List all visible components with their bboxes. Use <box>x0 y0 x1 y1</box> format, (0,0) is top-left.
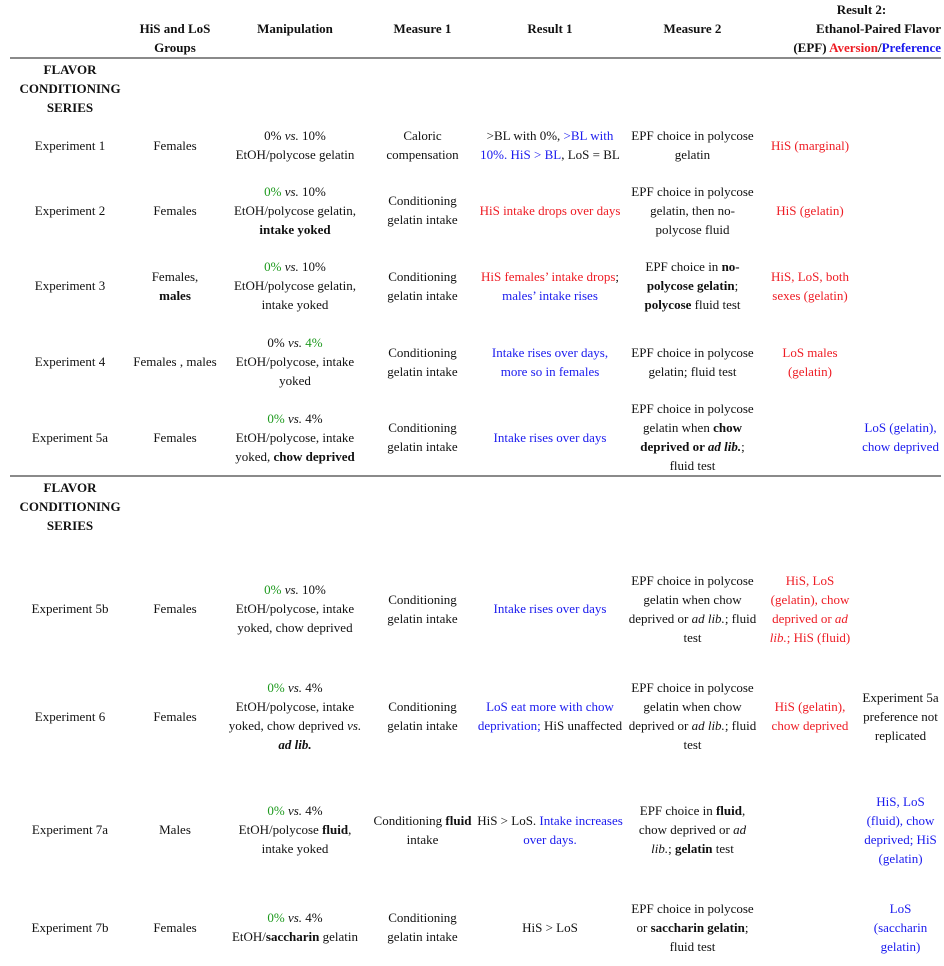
row-result1: HiS females’ intake drops; males’ intake rises <box>480 268 620 303</box>
row-manipulation: 0% vs. 4% EtOH/polycose, intake yoked, chow deprived <box>235 410 355 464</box>
row-measure1: Conditioning gelatin intake <box>387 193 458 227</box>
header-label <box>10 0 130 58</box>
row-manipulation: 0% vs. 4% EtOH/polycose, intake yoked <box>235 335 355 388</box>
row-preference: HiS, LoS (fluid), chow deprived; HiS (gelatin) <box>864 793 937 866</box>
table-row <box>10 556 941 661</box>
row-aversion: HiS (gelatin), chow deprived <box>771 699 849 733</box>
row-measure2: EPF choice in fluid, chow deprived or ad lib.; gelatin test <box>638 803 747 856</box>
row-result1: Intake rises over days, more so in females <box>491 344 609 379</box>
row-groups: Males <box>159 822 191 837</box>
table-row <box>10 247 941 324</box>
row-measure2: EPF choice in polycose gelatin when chow deprived or ad lib.; fluid test <box>628 680 757 752</box>
row-manipulation: 0% vs. 10% EtOH/polycose gelatin, intake yoked <box>233 183 357 237</box>
row-measure2: EPF choice in polycose or saccharin gelatin; fluid test <box>631 900 754 954</box>
row-preference <box>860 556 941 661</box>
row-aversion: HiS (marginal) <box>770 137 850 153</box>
section-title: FLAVOR CONDITIONING SERIES <box>19 62 121 115</box>
experiments-table <box>10 0 941 966</box>
row-measure2: EPF choice in polycose gelatin when chow deprived or ad lib.; fluid test <box>628 572 757 645</box>
row-measure1: Conditioning fluid intake <box>373 812 472 847</box>
row-measure1: Conditioning gelatin intake <box>387 699 458 733</box>
table-row <box>10 117 941 173</box>
row-measure2: EPF choice in polycose gelatin, then no-polycose fluid <box>631 183 754 237</box>
table-row <box>10 324 941 399</box>
row-groups: Females <box>153 429 197 445</box>
row-preference <box>860 117 941 173</box>
row-groups: Females <box>153 601 197 616</box>
row-label: Experiment 7a <box>31 822 109 837</box>
row-groups: Females, males <box>151 268 199 303</box>
table-row <box>10 771 941 888</box>
row-groups: Females , males <box>133 354 217 369</box>
row-manipulation: 0% vs. 4% EtOH/polycose, intake yoked, chow deprived vs. ad lib. <box>228 680 362 752</box>
row-manipulation: 0% vs. 10% EtOH/polycose, intake yoked, chow deprived <box>235 582 355 635</box>
table-row <box>10 399 941 476</box>
row-manipulation: 0% vs. 4% EtOH/polycose fluid, intake yoked <box>238 803 352 856</box>
section-title: FLAVOR CONDITIONING SERIES <box>19 480 121 533</box>
slash: / <box>877 40 882 55</box>
row-groups: Females <box>153 708 197 724</box>
row-aversion <box>760 399 860 476</box>
row-label: Experiment 5b <box>31 601 109 616</box>
row-label: Experiment 4 <box>34 354 106 369</box>
row-label: Experiment 6 <box>34 708 106 724</box>
row-groups: Females <box>153 919 197 935</box>
section-header <box>10 476 941 556</box>
row-aversion: HiS, LoS, both sexes (gelatin) <box>770 268 849 303</box>
row-result1: HiS > LoS <box>522 919 578 935</box>
row-result1: LoS eat more with chow deprivation; HiS unaffected <box>477 699 623 733</box>
header-result2 <box>760 0 941 58</box>
row-label: Experiment 5a <box>31 429 109 445</box>
row-label: Experiment 1 <box>34 137 106 153</box>
header-groups: HiS and LoS Groups <box>139 21 211 55</box>
row-measure1: Conditioning gelatin intake <box>387 344 458 379</box>
row-result1: Intake rises over days <box>493 429 607 445</box>
table-header <box>10 0 941 58</box>
row-result1: >BL with 0%, >BL with 10%. HiS > BL, LoS = BL <box>480 128 620 162</box>
row-measure1: Conditioning gelatin intake <box>387 591 458 626</box>
preference-label: Preference <box>881 40 942 55</box>
row-aversion: HiS, LoS (gelatin), chow deprived or ad lib.; HiS (fluid) <box>769 572 851 645</box>
header-result2-line2: Ethanol-Paired Flavor <box>815 21 942 36</box>
row-result1: HiS intake drops over days <box>479 202 621 218</box>
row-label: Experiment 2 <box>34 202 106 218</box>
row-aversion <box>760 771 860 888</box>
row-result1: HiS > LoS. Intake increases over days. <box>477 812 623 847</box>
aversion-label: Aversion <box>829 40 878 55</box>
table-row <box>10 173 941 247</box>
row-measure1: Caloric compensation <box>386 128 459 162</box>
table-row <box>10 888 941 966</box>
row-result1: Intake rises over days <box>493 601 607 616</box>
row-groups: Females <box>153 202 197 218</box>
row-manipulation: 0% vs. 4% EtOH/saccharin gelatin <box>231 910 359 944</box>
row-measure1: Conditioning gelatin intake <box>387 420 458 454</box>
row-preference: LoS (gelatin), chow deprived <box>862 420 939 454</box>
row-manipulation: 0% vs. 10% EtOH/polycose gelatin <box>235 128 355 162</box>
header-manipulation: Manipulation <box>257 21 333 36</box>
row-preference: LoS (saccharin gelatin) <box>873 900 928 954</box>
table-row <box>10 661 941 771</box>
row-aversion <box>760 888 860 966</box>
row-preference <box>860 324 941 399</box>
header-result2-line3 <box>762 38 941 57</box>
header-result2-line1: Result 2: <box>836 2 887 17</box>
header-result1: Result 1 <box>527 21 573 36</box>
row-preference <box>860 247 941 324</box>
epf-label: (EPF) <box>793 40 830 55</box>
row-label: Experiment 7b <box>31 919 109 935</box>
header-measure2: Measure 2 <box>663 21 722 36</box>
row-aversion: HiS (gelatin) <box>776 202 844 218</box>
row-groups: Females <box>153 137 197 153</box>
header-measure1: Measure 1 <box>393 21 452 36</box>
section-header <box>10 58 941 117</box>
row-measure2: EPF choice in polycose gelatin when chow deprived or ad lib.; fluid test <box>631 401 754 473</box>
row-preference-note: Experiment 5a preference not replicated <box>862 689 939 743</box>
row-measure1: Conditioning gelatin intake <box>387 910 458 944</box>
row-measure2: EPF choice in polycose gelatin; fluid test <box>631 344 754 379</box>
row-measure1: Conditioning gelatin intake <box>387 268 458 303</box>
row-preference <box>860 173 941 247</box>
row-measure2: EPF choice in no-polycose gelatin; polycose fluid test <box>644 259 741 312</box>
row-manipulation: 0% vs. 10% EtOH/polycose gelatin, intake yoked <box>233 259 357 312</box>
row-measure2: EPF choice in polycose gelatin <box>631 128 754 162</box>
row-label: Experiment 3 <box>34 278 106 293</box>
row-aversion: LoS males (gelatin) <box>782 344 838 379</box>
